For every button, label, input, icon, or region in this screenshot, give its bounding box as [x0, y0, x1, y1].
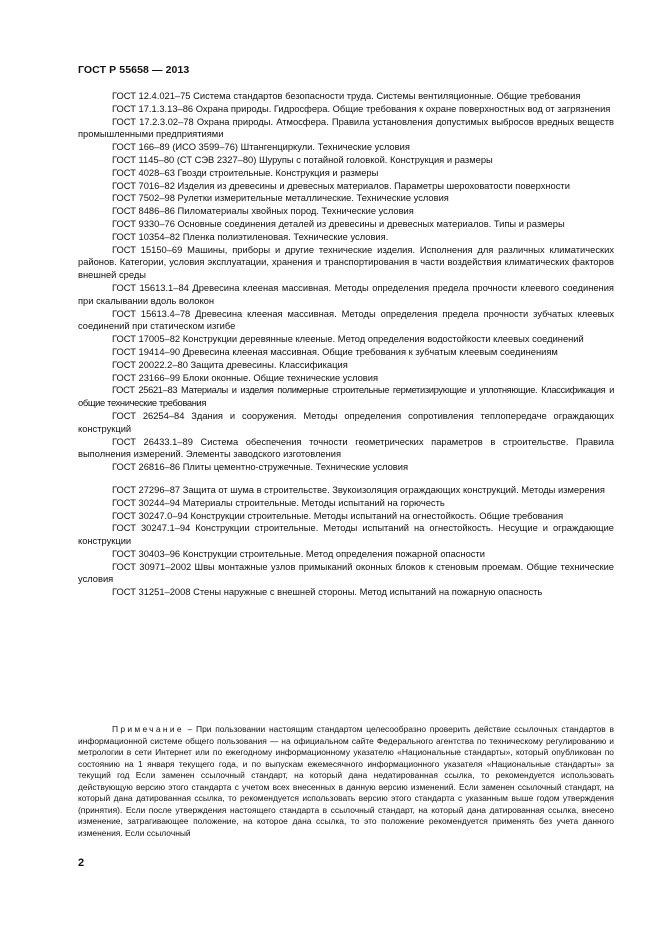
reference-item: ГОСТ 17005–82 Конструкции деревянные клееные. Метод определения водостойкости клеевых соединений [112, 334, 584, 345]
reference-item: ГОСТ 20022.2–80 Защита древесины. Классификация [112, 359, 348, 370]
reference-item: ГОСТ 30403–96 Конструкции строительные. Метод определения пожарной опасности [112, 548, 485, 559]
reference-item: ГОСТ 30971–2002 Швы монтажные узлов примыканий оконных блоков к стеновым проемам. Общие технические условия [78, 561, 614, 585]
note-text: – При пользовании настоящим стандартом целесообразно проверить действие ссылочных стандартов в информационной системе общего пользования — на официальном сайте Федерального агентства по техническому регулированию и метрологии в сети Интернет или по ежегодному информационному указателю «Национальные стандарты», который опубликован по состоянию на 1 января текущего года, и по выпускам ежемесячного информационного указателя «Национальные стандарты» за текущий год Если заменен ссылочный стандарт, на который дана недатированная ссылка, то рекомендуется использовать действующую версию этого стандарта с учетом всех внесенных в данную версию изменений. Если заменен ссылочный стандарт, на который дана датированная ссылка, то рекомендуется использовать версию этого стандарта с указанным выше годом утверждения (принятия). Если после утверждения настоящего стандарта в ссылочный стандарт, на который дана датированная ссылка, внесено изменение, затрагивающее положение, на которое дана ссылка, то это положение рекомендуется применять без учета данного изменения. Если ссылочный [78, 724, 614, 838]
reference-item: ГОСТ 17.2.3.02–78 Охрана природы. Атмосфера. Правила установления допустимых выбросов вредных веществ промышленными предприятиями [78, 116, 614, 140]
reference-item: ГОСТ 15613.4–78 Древесина клееная массивная. Методы определения предела прочности зубчатых клеевых соединений при статическом изгибе [78, 308, 614, 332]
reference-item: ГОСТ 25621–83 Материалы и изделия полимерные строительные герметизирующие и уплотняющие. Классификация и общие технические требования [78, 385, 614, 409]
document-header: ГОСТ Р 55658 — 2013 [78, 64, 190, 76]
reference-item: ГОСТ 19414–90 Древесина клееная массивная. Общие требования к зубчатым клеевым соединениям [112, 346, 558, 357]
note-label: Примечание [112, 724, 184, 734]
reference-item: ГОСТ 12.4.021–75 Система стандартов безопасности труда. Системы вентиляционные. Общие требования [112, 91, 581, 101]
reference-item: ГОСТ 15150–69 Машины, приборы и другие технические изделия. Исполнения для различных климатических районов. Категории, условия эксплуатации, хранения и транспортирования в части воздействия климатических факторов внешней среды [78, 244, 614, 281]
reference-item: ГОСТ 27296–87 Защита от шума в строительстве. Звукоизоляция ограждающих конструкций. Методы измерения [112, 484, 605, 495]
reference-item: ГОСТ 30247.0–94 Конструкции строительные. Методы испытаний на огнестойкость. Общие требования [112, 510, 564, 521]
page-number: 2 [78, 857, 85, 869]
reference-item: ГОСТ 15613.1–84 Древесина клееная массивная. Методы определения предела прочности клеевого соединения при скалывании вдоль волокон [78, 282, 614, 306]
reference-item: ГОСТ 26433.1–89 Система обеспечения точности геометрических параметров в строительстве. Правила выполнения измерений. Элементы заводского изготовления [78, 436, 614, 460]
reference-item: ГОСТ 17.1.3.13–86 Охрана природы. Гидросфера. Общие требования к охране поверхностных вод от загрязнения [112, 103, 611, 114]
reference-item: ГОСТ 166–89 (ИСО 3599–76) Штангенциркули. Технические условия [112, 142, 410, 153]
normative-references-list [78, 90, 614, 599]
reference-item: ГОСТ 9330–76 Основные соединения деталей из древесины и древесных материалов. Типы и размеры [112, 218, 565, 229]
reference-item: ГОСТ 26816–86 Плиты цементно-стружечные. Технические условия [112, 462, 409, 473]
reference-item: ГОСТ 7016–82 Изделия из древесины и древесных материалов. Параметры шероховатости поверхности [112, 180, 570, 191]
reference-item: ГОСТ 23166–99 Блоки оконные. Общие технические условия [112, 372, 379, 383]
reference-note [78, 724, 614, 839]
reference-item: ГОСТ 30244–94 Материалы строительные. Методы испытаний на горючесть [112, 497, 445, 508]
reference-item: ГОСТ 8486–86 Пиломатериалы хвойных пород. Технические условия [112, 206, 414, 217]
reference-item: ГОСТ 30247.1–94 Конструкции строительные. Методы испытаний на огнестойкость. Несущие и ограждающие конструкции [78, 523, 614, 547]
reference-item: ГОСТ 1145–80 (СТ СЭВ 2327–80) Шурупы с потайной головкой. Конструкция и размеры [112, 154, 493, 165]
note-paragraph [78, 724, 614, 839]
reference-item: ГОСТ 10354–82 Пленка полиэтиленовая. Технические условия. [112, 231, 389, 242]
reference-item: ГОСТ 26254–84 Здания и сооружения. Методы определения сопротивления теплопередаче ограждающих конструкций [78, 410, 614, 434]
reference-item: ГОСТ 4028–63 Гвозди строительные. Конструкция и размеры [112, 167, 379, 178]
reference-item: ГОСТ 7502–98 Рулетки измерительные металлические. Технические условия [112, 193, 449, 204]
reference-item: ГОСТ 31251–2008 Стены наружные с внешней стороны. Метод испытаний на пожарную опасность [112, 587, 543, 598]
